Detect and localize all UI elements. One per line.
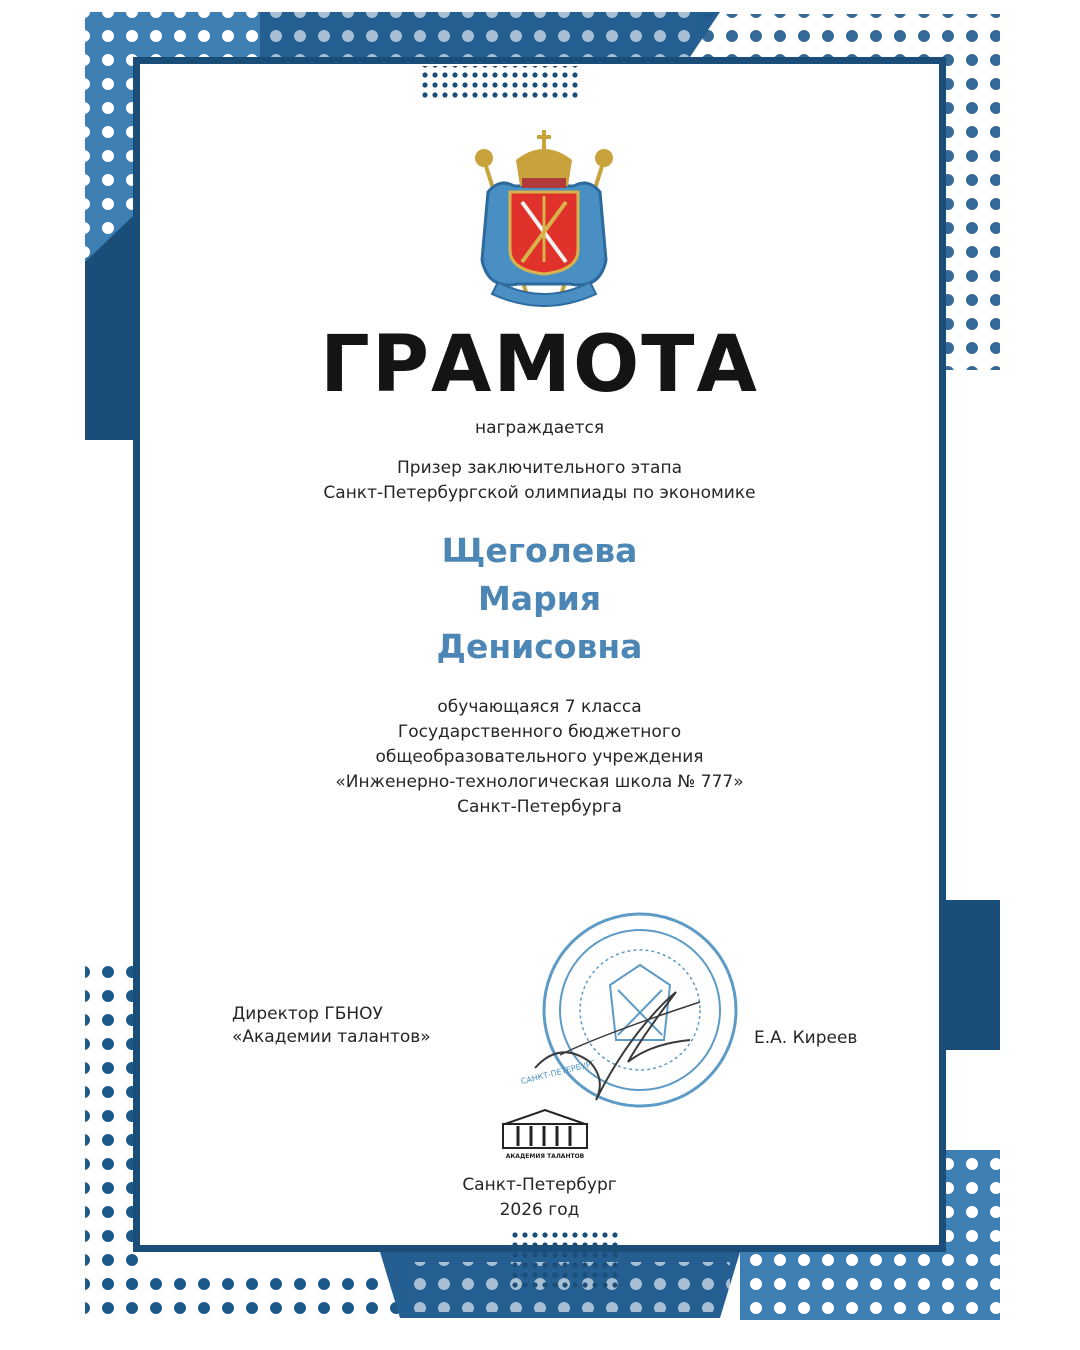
stamp-text: САНКТ-ПЕТЕРБУРГ [520, 1058, 597, 1087]
recipient-patronymic: Денисовна [436, 627, 643, 666]
footer-place: Санкт-Петербург [462, 1175, 617, 1195]
achievement-line-1: Призер заключительного этапа [397, 458, 682, 478]
school-line-2: Государственного бюджетного [397, 722, 682, 742]
recipient-first-name: Мария [477, 579, 602, 618]
awarded-label: награждается [474, 418, 605, 438]
school-line-3: общеобразовательного учреждения [375, 747, 704, 767]
footer-block [133, 1173, 946, 1223]
recipient-surname: Щеголева [441, 531, 638, 570]
signatory-name: Е.А. Киреев [754, 1028, 858, 1048]
footer-year: 2026 год [499, 1200, 580, 1220]
signatory-position-line-1: Директор ГБНОУ [232, 1004, 383, 1024]
logo-caption: АКАДЕМИЯ ТАЛАНТОВ [505, 1153, 585, 1160]
school-line-5: Санкт-Петербурга [457, 797, 622, 817]
school-line-4: «Инженерно-технологическая школа № 777» [335, 772, 744, 792]
signatory-position-line-2: «Академии талантов» [232, 1027, 431, 1047]
school-line-1: обучающаяся 7 класса [437, 697, 642, 717]
achievement-line-2: Санкт-Петербургской олимпиады по экономике [323, 483, 756, 503]
certificate-title: ГРАМОТА [320, 320, 759, 410]
